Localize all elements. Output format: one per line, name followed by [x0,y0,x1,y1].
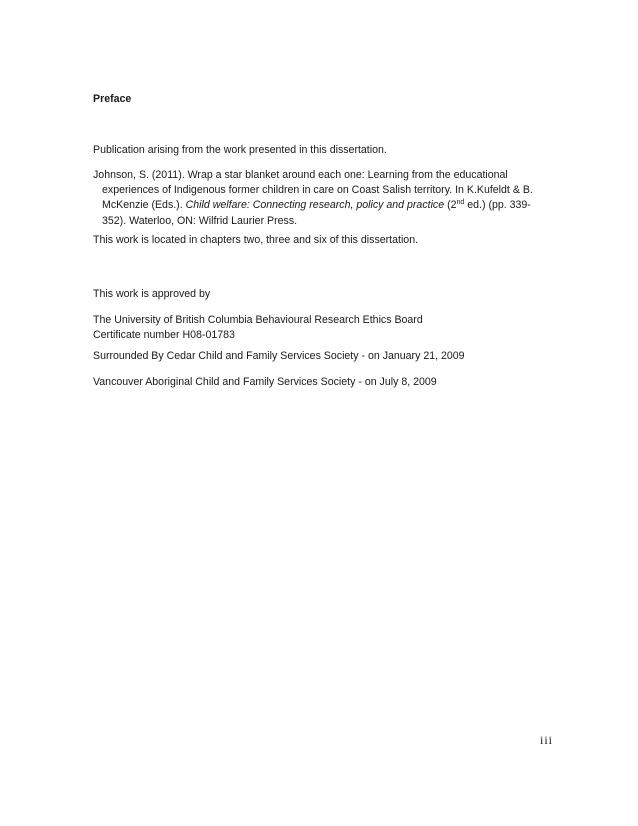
page-number: iii [540,733,554,747]
ethics-board-name: The University of British Columbia Behavioural Research Ethics Board [93,314,423,326]
citation-edition-superscript: nd [456,199,465,207]
ethics-approval [93,313,553,343]
chapter-location-note: This work is located in chapters two, three and six of this dissertation. [93,234,419,246]
certificate-number: Certificate number H08-01783 [93,329,235,342]
citation-pages-publisher: ed.) (pp. 339-352). Waterloo, ON: Wilfrid Laurier Press. [102,199,531,227]
approval-vacfss: Vancouver Aboriginal Child and Family Services Society - on July 8, 2009 [93,376,437,388]
preface-heading: Preface [93,93,132,105]
publication-intro: Publication arising from the work presented in this dissertation. [93,144,387,156]
approval-surrounded-by-cedar: Surrounded By Cedar Child and Family Services Society - on January 21, 2009 [93,350,465,362]
citation-text: Johnson, S. (2011). Wrap a star blanket around each one: Learning from the educational experiences of Indigenous former children in care on Coast Salish territory. In K.Kufeldt & B. McKenzie (Eds.). [93,169,533,212]
citation-book-title: Child welfare: Connecting research, policy and practice [185,199,445,212]
citation-edition: (2 [444,199,457,212]
approved-by-label: This work is approved by [93,288,211,300]
publication-citation [93,168,554,229]
